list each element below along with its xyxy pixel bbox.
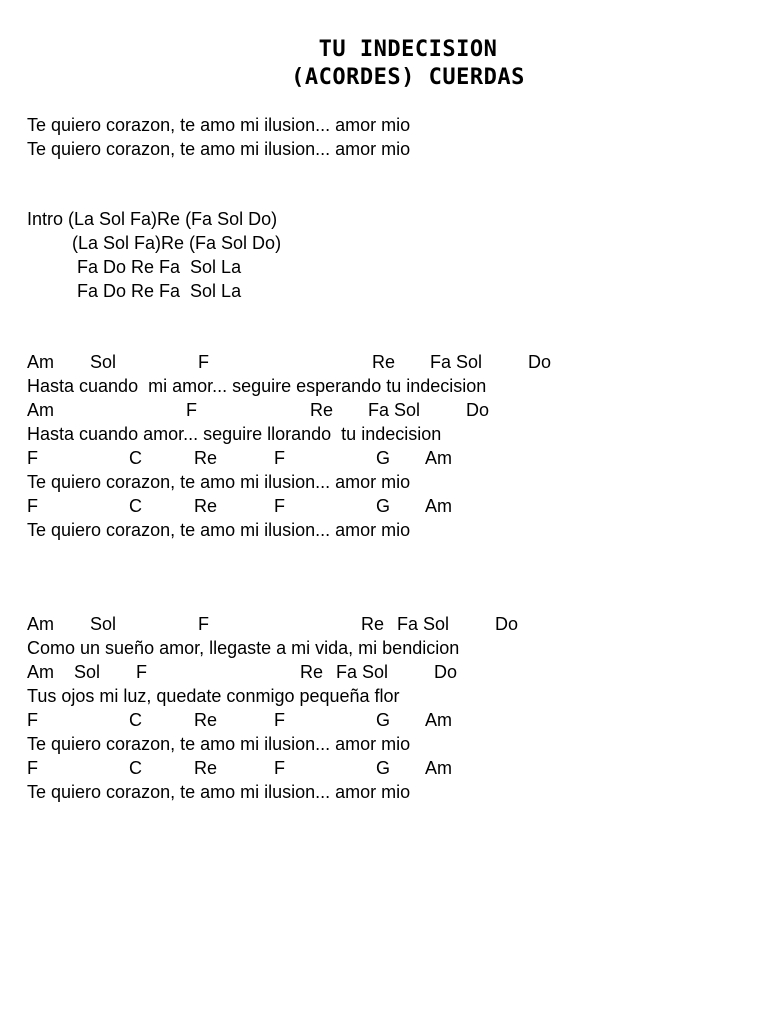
- chord: Re: [194, 710, 218, 730]
- chord: Fa Sol: [336, 662, 389, 682]
- song-title: TU INDECISION: [318, 37, 498, 62]
- chord: F: [136, 662, 147, 682]
- verse1-lyric-1: Hasta cuando mi amor... seguire esperando tu indecision: [27, 376, 487, 396]
- verse2-lyric-3: Te quiero corazon, te amo mi ilusion... amor mio: [27, 734, 411, 754]
- verse2-chord-line-2: [0, 661, 740, 683]
- verse2-chord-line-1: [0, 613, 740, 635]
- chord: G: [376, 496, 391, 516]
- intro-line-4: Fa Do Re Fa Sol La: [77, 281, 242, 301]
- chord: Am: [27, 614, 54, 634]
- chord: Re: [372, 352, 396, 372]
- chord: F: [27, 758, 38, 778]
- chord: F: [27, 448, 38, 468]
- chord: Am: [425, 448, 452, 468]
- chord: Am: [425, 496, 452, 516]
- chord: Sol: [90, 352, 117, 372]
- verse1-lyric-3: Te quiero corazon, te amo mi ilusion... amor mio: [27, 472, 411, 492]
- chord: Do: [434, 662, 458, 682]
- opening-lyric-1: Te quiero corazon, te amo mi ilusion... amor mio: [27, 115, 411, 135]
- chord: Re: [310, 400, 334, 420]
- intro-line-3: Fa Do Re Fa Sol La: [77, 257, 242, 277]
- chord: Sol: [74, 662, 101, 682]
- chord: G: [376, 758, 391, 778]
- chord: Sol: [90, 614, 117, 634]
- chord: Fa Sol: [397, 614, 450, 634]
- verse1-chord-line-1: [0, 351, 740, 373]
- chord: C: [129, 496, 142, 516]
- chord: Re: [194, 496, 218, 516]
- chord: Re: [361, 614, 385, 634]
- chord: Am: [425, 758, 452, 778]
- chord: Do: [528, 352, 552, 372]
- chord: Re: [194, 448, 218, 468]
- intro-line-1: Intro (La Sol Fa)Re (Fa Sol Do): [27, 209, 278, 229]
- verse2-chord-line-3: [0, 709, 740, 731]
- chord: F: [274, 448, 285, 468]
- chord: Am: [27, 352, 54, 372]
- verse1-chord-line-4: [0, 495, 740, 517]
- chord: Am: [27, 400, 54, 420]
- chord: F: [27, 710, 38, 730]
- chord: Am: [27, 662, 54, 682]
- chord: Am: [425, 710, 452, 730]
- chord: Fa Sol: [430, 352, 483, 372]
- opening-lyric-2: Te quiero corazon, te amo mi ilusion... amor mio: [27, 139, 411, 159]
- chord: G: [376, 448, 391, 468]
- verse2-lyric-4: Te quiero corazon, te amo mi ilusion... amor mio: [27, 782, 411, 802]
- intro-line-2: (La Sol Fa)Re (Fa Sol Do): [72, 233, 282, 253]
- verse1-chord-line-2: [0, 399, 740, 421]
- chord: Fa Sol: [368, 400, 421, 420]
- chord: F: [274, 710, 285, 730]
- chord: Do: [495, 614, 519, 634]
- chord: C: [129, 710, 142, 730]
- chord: Do: [466, 400, 490, 420]
- chord: Re: [300, 662, 324, 682]
- verse2-chord-line-4: [0, 757, 740, 779]
- chord: Re: [194, 758, 218, 778]
- chord: C: [129, 758, 142, 778]
- verse1-lyric-2: Hasta cuando amor... seguire llorando tu indecision: [27, 424, 442, 444]
- song-subtitle: (ACORDES) CUERDAS: [291, 65, 525, 90]
- chord: F: [198, 614, 209, 634]
- verse1-chord-line-3: [0, 447, 740, 469]
- chord: C: [129, 448, 142, 468]
- verse2-lyric-2: Tus ojos mi luz, quedate conmigo pequeña flor: [27, 686, 400, 706]
- chord: F: [274, 496, 285, 516]
- verse1-lyric-4: Te quiero corazon, te amo mi ilusion... amor mio: [27, 520, 411, 540]
- chord: F: [27, 496, 38, 516]
- chord: F: [274, 758, 285, 778]
- chord: F: [198, 352, 209, 372]
- verse2-lyric-1: Como un sueño amor, llegaste a mi vida, mi bendicion: [27, 638, 460, 658]
- chord: F: [186, 400, 197, 420]
- chord: G: [376, 710, 391, 730]
